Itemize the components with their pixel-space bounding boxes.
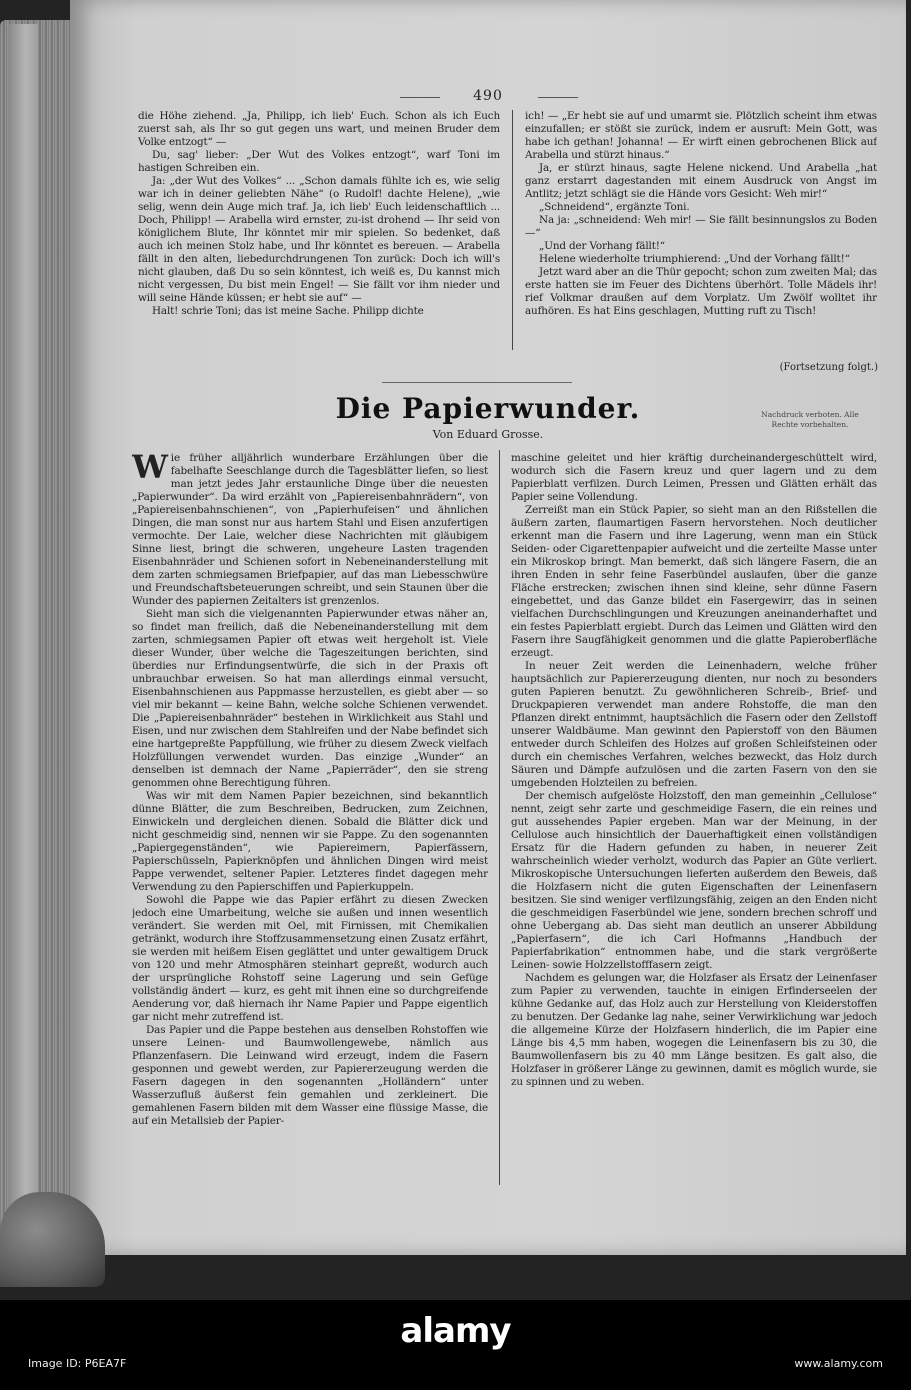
paragraph: Sieht man sich die vielgenannten Papierwunder etwas näher an, so findet man freilich, daß die Nebeneinanderstellung mit dem zarten, schmiegsamen Papier oft etwas weit hergeholt ist. Viele dieser Wunder, über welche die Tageszeitungen berichten, sind überdies nur Erfindungsentwürfe, die sich in der Praxis oft unbrauchbar erweisen. So hat man allerdings einmal versucht, Eisenbahnschienen aus Pappmasse herzustellen, es giebt aber — so viel mir bekannt — keine Bahn, welche solche Schienen verwendet. Die „Papiereisenbahnräder“ bestehen in Wirklichkeit aus Stahl und Eisen, und nur zwischen dem Stahlreifen und der Nabe befindet sich eine hartgepreßte Pappfüllung, wie früher zu diesem Zweck vielfach Holzfüllungen verwendet wurden. Das einzige „Wunder“ an denselben ist demnach der Name „Papierräder“, den sie streng genommen ohne Berechtigung führen. (132, 608, 488, 789)
paragraph: die Höhe ziehend. „Ja, Philipp, ich lieb' Euch. Schon als ich Euch zuerst sah, als Ihr so gut gegen uns wart, und meinen Bruder dem Volke entzogt“ — (138, 110, 500, 148)
page-number: 490 (473, 88, 503, 104)
paragraph: Ja, er stürzt hinaus, sagte Helene nickend. Und Arabella „hat ganz erstarrt dagestanden mit einem Ausdruck von Angst im Antlitz; jetzt schlägt sie die Hände vors Gesicht: Weh mir!“ (525, 162, 877, 200)
continued-note: (Fortsetzung folgt.) (779, 362, 878, 373)
paragraph: Na ja: „schneidend: Weh mir! — Sie fällt besinnungslos zu Boden —“ (525, 214, 877, 239)
drop-cap: W (132, 452, 168, 486)
paragraph: ich! — „Er hebt sie auf und umarmt sie. Plötzlich scheint ihm etwas einzufallen; er stößt sie zurück, indem er ausruft: Mein Gott, was habe ich gethan! Johanna! — Er wirft einen gebrochenen Blick auf Arabella und stürzt hinaus.“ (525, 110, 877, 161)
paragraph: Zerreißt man ein Stück Papier, so sieht man an den Rißstellen die äußern zarten, flaumartigen Fasern hervorstehen. Noch deutlicher erkennt man die Fasern und ihre Lagerung, wenn man ein Stück Seiden- oder Cigarettenpapier aufweicht und die zerteilte Masse unter ein Mikroskop bringt. Man bemerkt, daß sich längere Fasern, die an ihren Enden in sehr feine Faserbündel auslaufen, über die ganze Fläche erstrecken; zwischen ihnen sind kleine, sehr dünne Fasern eingebettet, und das Ganze bildet ein Fasergewirr, das in seinen vielfachen Durchschlingungen und Kreuzungen aneinanderhaftet und ein festes Papierblatt ergiebt. Durch das Leimen und Glätten wird den Fasern ihre Saugfähigkeit genommen und die glatte Papieroberfläche erzeugt. (511, 504, 877, 659)
paragraph: Helene wiederholte triumphierend: „Und der Vorhang fällt!“ (539, 253, 850, 265)
article-title: Die Papierwunder. (335, 392, 641, 425)
paragraph: Ja: „der Wut des Volkes“ ... „Schon damals fühlte ich es, wie selig war ich in deiner geliebten Nähe“ (o Rudolf! dachte Helene), „wie selig, wenn dein Auge mich traf. Ja, ich lieb' Euch leidenschaftlich ... Doch, Philipp! — Arabella wird ernster, zu-ist drohend — Ihr seid von königlichem Blute, Ihr könntet mir mir spielen. So bedenket, daß auch ich meinen Stolz habe, und Ihr könntet es bereuen. — Arabella fällt in den alten, liebedurchdrungenen Ton zurück: Doch ich will's nicht glauben, daß Du so sein könntest, ich weiß es, Du kannst mich nicht vergessen, Du bist mein Engel! — Sie fällt vor ihm nieder und will seine Hände küssen; er hebt sie auf“ — (138, 175, 500, 304)
book-page (70, 0, 906, 1255)
paragraph: Nachdem es gelungen war, die Holzfaser als Ersatz der Leinenfaser zum Papier zu verwenden, tauchte in einigen Erfinderseelen der kühne Gedanke auf, das Holz auch zur Herstellung von Kleiderstoffen zu benutzen. Der Gedanke lag nahe, seiner Verwirklichung war jedoch die allgemeine Kürze der Holzfasern hinderlich, die im Papier eine Länge bis 4,5 mm haben, wogegen die Leinenfasern bis zu 30, die Baumwollenfasern bis zu 40 mm Länge besitzen. Es galt also, die Holzfaser in größerer Länge zu gewinnen, damit es möglich wurde, sie zu spinnen und zu weben. (511, 972, 877, 1088)
article-byline: Von Eduard Grosse. (432, 428, 544, 441)
alamy-logo: alamy (400, 1311, 511, 1351)
column-divider-top (512, 110, 513, 350)
left-page-strip (8, 24, 38, 1244)
paragraph (132, 452, 488, 608)
paragraph: Halt! schrie Toni; das ist meine Sache. Philipp dichte (152, 305, 424, 317)
paragraph-text: ie früher alljährlich wunderbare Erzählungen über die fabelhafte Seeschlange durch die Tagesblätter liefen, so liest man jetzt jedes Jahr erstaunliche Dinge über die neuesten „Papierwunder“. Da wird erzählt von „Papiereisenbahnrädern“, von „Papiereisenbahnschienen“, von „Papierhufeisen“ und ähnlichen Dingen, die man sonst nur aus hartem Stahl und Eisen anzufertigen vermochte. Der Laie, welcher diese Nachrichten mit gläubigem Sinne liest, bringt die schweren, ungeheure Lasten tragenden Eisenbahnräder und Schienen sofort in Nebeneinanderstellung mit dem zarten schmiegsamen Briefpapier, auf das man Liebesschwüre und Freundschaftsbeteuerungen schreibt, und sein Staunen über die Wunder des papiernen Zeitalters ist grenzenlos. (132, 452, 488, 607)
paragraph: maschine geleitet und hier kräftig durcheinandergeschüttelt wird, wodurch sich die Fasern kreuz und quer lagern und zu dem Papierblatt verfilzen. Durch Leimen, Pressen und Glätten erhält das Papier seine Vollendung. (511, 452, 877, 503)
page-number-rule-right (538, 97, 578, 98)
paragraph: In neuer Zeit werden die Leinenhadern, welche früher hauptsächlich zur Papiererzeugung dienten, nur noch zu besonders guten Papieren benutzt. Zu gewöhnlicheren Schreib-, Brief- und Druckpapieren verwendet man andere Rohstoffe, die man den Pflanzen direkt entnimmt, hauptsächlich die Fasern oder den Zellstoff unserer Waldbäume. Man gewinnt den Papierstoff von den Bäumen entweder durch Schleifen des Holzes auf großen Schleifsteinen oder durch ein chemisches Verfahren, welches bezweckt, das Holz durch Säuren und Dämpfe aufzulösen und die zarten Fasern von den sie umgebenden Holzteilen zu befreien. (511, 660, 877, 789)
article-right-column (511, 452, 877, 1192)
column-divider-bottom (499, 450, 500, 1185)
paragraph: Du, sag' lieber: „Der Wut des Volkes entzogt“, warf Toni im hastigen Schreiben ein. (138, 149, 500, 174)
top-left-column (138, 110, 500, 355)
article-left-column (132, 452, 488, 1192)
section-divider (382, 382, 572, 383)
paragraph: Das Papier und die Pappe bestehen aus denselben Rohstoffen wie unsere Leinen- und Baumwollengewebe, nämlich aus Pflanzenfasern. Die Leinwand wird erzeugt, indem die Fasern gesponnen und gewebt werden, zur Papiererzeugung werden die Fasern dagegen in den sogenannten „Holländern“ unter Wasserzufluß äußerst fein gemahlen und zerkleinert. Die gemahlenen Fasern bilden mit dem Wasser eine flüssige Masse, die auf ein Metallsieb der Papier- (132, 1024, 488, 1127)
image-id: Image ID: P6EA7F (28, 1357, 127, 1370)
top-right-column (525, 110, 877, 355)
paragraph: Was wir mit dem Namen Papier bezeichnen, sind bekanntlich dünne Blätter, die zum Beschreiben, Bedrucken, zum Zeichnen, Einwickeln und dergleichen dienen. Sobald die Blätter dick und nicht geschmeidig sind, nennen wir sie Pappe. Zu den sogenannten „Papiergegenständen“, wie Papiereimern, Papierfässern, Papierschüsseln, Papierknöpfen und ähnlichen Dingen wird meist Pappe verwendet, seltener Papier. Letzteres findet dagegen mehr Verwendung zu den Papierschiffen und Papierkuppeln. (132, 790, 488, 893)
paragraph: „Schneidend“, ergänzte Toni. (539, 201, 690, 213)
paragraph: „Und der Vorhang fällt!“ (539, 240, 665, 252)
paragraph: Jetzt ward aber an die Thür gepocht; schon zum zweiten Mal; das erste hatten sie im Feuer des Dichtens überhört. Tolle Mädels ihr! rief Volkmar draußen auf dem Vorplatz. Um Zwölf wolltet ihr aufhören. Es hat Eins geschlagen, Mutting ruft zu Tisch! (525, 266, 877, 317)
watermark-url: www.alamy.com (794, 1357, 883, 1370)
paragraph: Der chemisch aufgelöste Holzstoff, den man gemeinhin „Cellulose“ nennt, zeigt sehr zarte und geschmeidige Fasern, die ein reines und gut aussehendes Papier ergeben. Man war der Meinung, in der Cellulose auch hinsichtlich der Dauerhaftigkeit einen vollständigen Ersatz für die Hadern gefunden zu haben, in neuerer Zeit wahrscheinlich wieder verholzt, wodurch das Papier an Güte verliert. Mikroskopische Untersuchungen lieferten außerdem den Beweis, daß die Holzfasern nicht die guten Eigenschaften der Leinenfasern besitzen. Sie sind weniger verfilzungsfähig, zeigen an den Enden nicht die geschmeidigen Faserbündel wie jene, sondern brechen schroff und ohne Uebergang ab. Das sieht man deutlich an unserer Abbildung „Papierfasern“, die ich Carl Hofmanns „Handbuch der Papierfabrikation“ entnommen habe, und die stark vergrößerte Leinen- sowie Holzzellstofffasern zeigt. (511, 790, 877, 971)
rights-note: Nachdruck verboten. Alle Rechte vorbehalten. (761, 410, 859, 429)
paragraph: Sowohl die Pappe wie das Papier erfährt zu diesen Zwecken jedoch eine Umarbeitung, welche sie außen und innen wesentlich verändert. Sie werden mit Oel, mit Firnissen, mit Chemikalien getränkt, wodurch ihre Stoffzusammensetzung einen Zusatz erfährt, sie werden mit heißem Eisen geglättet und unter gewaltigem Druck von 120 und mehr Atmosphären steinhart gepreßt, wodurch auch der ursprüngliche Rohstoff seine Lagerung und sein Gefüge vollständig ändert — kurz, es geht mit ihnen eine so durchgreifende Aenderung vor, daß hiernach ihr Name Papier und Pappe eigentlich gar nicht mehr zutreffend ist. (132, 894, 488, 1023)
